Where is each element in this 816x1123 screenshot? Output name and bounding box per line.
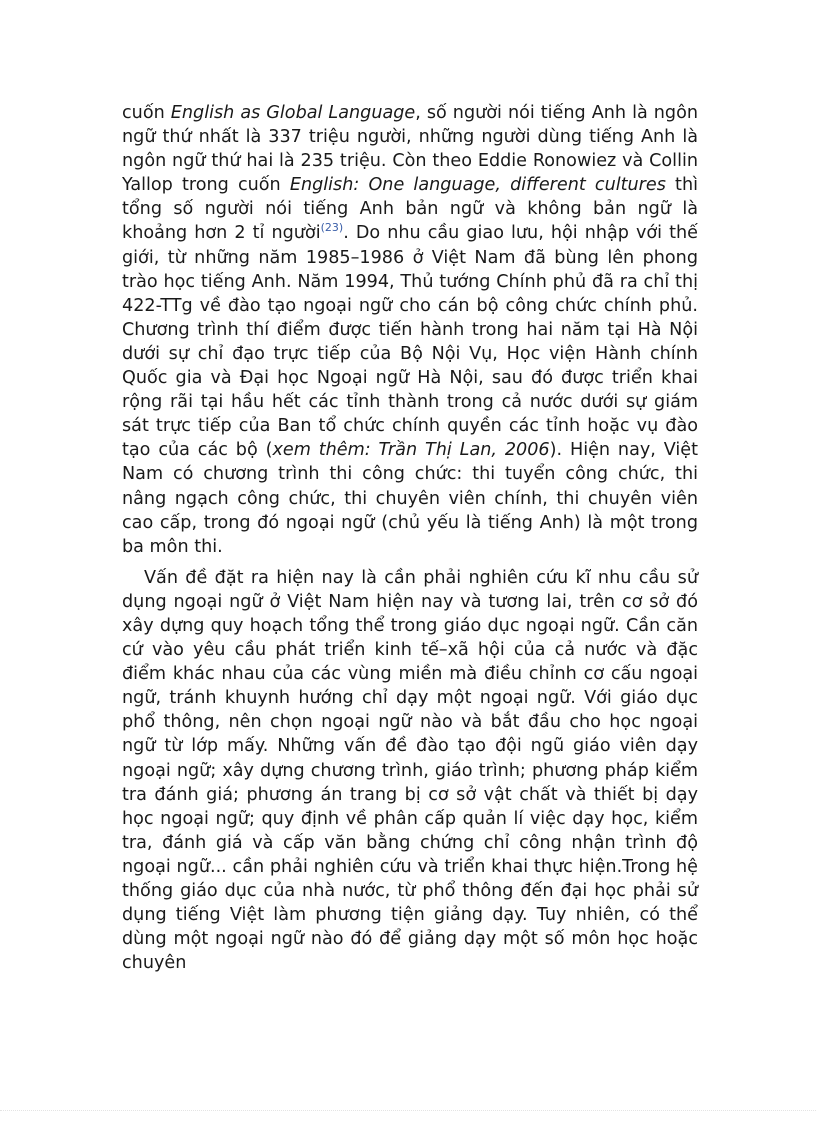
book-title-one-language-different-cultures: English: One language, different cultures: [289, 175, 666, 196]
citation-tran-thi-lan: xem thêm: Trần Thị Lan, 2006: [272, 440, 550, 461]
paragraph-1: [122, 101, 698, 559]
paragraph-2: Vấn đề đặt ra hiện nay là cần phải nghiên cứu kĩ nhu cầu sử dụng ngoại ngữ ở Việt Nam hiện nay và tương lai, trên cơ sở đó xây dựng quy hoạch tổng thể trong giáo dục ngoại ngữ. Cần căn cứ vào yêu cầu phát triển kinh tế–xã hội của cả nước và đặc điểm khác nhau của các vùng miền mà điều chỉnh cơ cấu ngoại ngữ, tránh khuynh hướng chỉ dạy một ngoại ngữ. Với giáo dục phổ thông, nên chọn ngoại ngữ nào và bắt đầu cho học ngoại ngữ từ lớp mấy. Những vấn đề đào tạo đội ngũ giáo viên dạy ngoại ngữ; xây dựng chương trình, giáo trình; phương pháp kiểm tra đánh giá; phương án trang bị cơ sở vật chất và thiết bị dạy học ngoại ngữ; quy định về phân cấp quản lí việc dạy học, kiểm tra, đánh giá và cấp văn bằng chứng chỉ công nhận trình độ ngoại ngữ... cần phải nghiên cứu và triển khai thực hiện.Trong hệ thống giáo dục của nhà nước, từ phổ thông đến đại học phải sử dụng tiếng Việt làm phương tiện giảng dạy. Tuy nhiên, có thể dùng một ngoại ngữ nào đó để giảng dạy một số môn học hoặc chuyên: [122, 567, 698, 974]
paragraph-1-text-4: . Do nhu cầu giao lưu, hội nhập với thế giới, từ những năm 1985–1986 ở Việt Nam đã bùng lên phong trào học tiếng Anh. Năm 1994, Thủ tướng Chính phủ đã ra chỉ thị 422-TTg về đào tạo ngoại ngữ cho cán bộ công chức chính phủ. Chương trình thí điểm được tiến hành trong hai năm tại Hà Nội dưới sự chỉ đạo trực tiếp của Bộ Nội Vụ, Học viện Hành chính Quốc gia và Đại học Ngoại ngữ Hà Nội, sau đó được triển khai rộng rãi tại hầu hết các tỉnh thành trong cả nước dưới sự giám sát trực tiếp của Ban tổ chức chính quyền các tỉnh hoặc vụ đào tạo của các bộ (: [122, 223, 698, 461]
page-bottom-rule: [0, 1110, 816, 1111]
paragraph-1-text-1: cuốn: [122, 103, 171, 123]
body-text: [122, 101, 698, 975]
paragraph-1-text-2: , số người nói tiếng Anh là ngôn ngữ thứ nhất là 337 triệu người, những người dùng tiếng Anh là ngôn ngữ thứ hai là 235 triệu. Còn theo Eddie Ronowiez và Collin Yallop trong cuốn: [122, 103, 698, 196]
paragraph-1-text-3: thì tổng số người nói tiếng Anh bản ngữ và không bản ngữ là khoảng hơn 2 tỉ người: [122, 175, 698, 244]
paragraph-1-text-5: ). Hiện nay, Việt Nam có chương trình thi công chức: thi tuyển công chức, thi nâng ngạch công chức, thi chuyên viên chính, thi chuyên viên cao cấp, trong đó ngoại ngữ (chủ yếu là tiếng Anh) là một trong ba môn thi.: [122, 440, 698, 557]
footnote-reference-23[interactable]: (23): [320, 221, 344, 235]
book-title-english-as-global-language: English as Global Language: [170, 103, 416, 123]
